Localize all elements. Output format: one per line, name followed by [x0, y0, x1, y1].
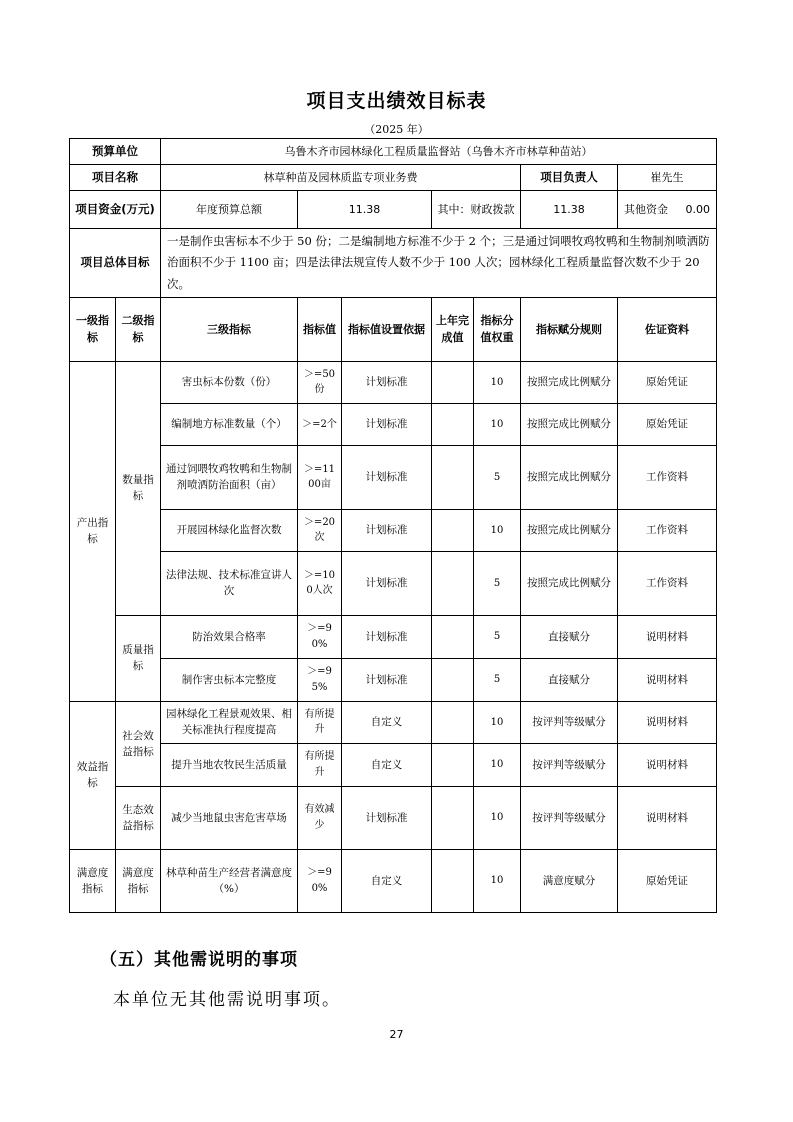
indicator-basis: 计划标准: [342, 658, 432, 701]
indicator-name: 林草种苗生产经营者满意度（%）: [161, 849, 298, 912]
indicator-rule: 按照完成比例赋分: [521, 445, 618, 509]
indicator-evidence: 说明材料: [618, 701, 717, 743]
section-body: 本单位无其他需说明事项。: [113, 990, 341, 1010]
budget-unit-row: [70, 139, 717, 165]
indicator-basis: 自定义: [342, 849, 432, 912]
header-level1: 一级指标: [70, 297, 116, 361]
annual-budget-value: 11.38: [298, 191, 432, 229]
indicator-rule: 按照完成比例赋分: [521, 361, 618, 403]
page-title: 项目支出绩效目标表: [306, 90, 487, 112]
indicator-evidence: 原始凭证: [618, 849, 717, 912]
indicator-last-year: [432, 743, 474, 786]
group-quantity: 数量指标: [116, 361, 161, 615]
indicator-last-year: [432, 615, 474, 658]
header-evidence: 佐证资料: [618, 297, 717, 361]
header-last-year: 上年完成值: [432, 297, 474, 361]
group-quality: 质量指标: [116, 615, 161, 701]
indicator-weight: 5: [474, 445, 521, 509]
indicator-weight: 10: [474, 403, 521, 445]
goal-row: [70, 229, 717, 298]
indicator-rule: 按评判等级赋分: [521, 701, 618, 743]
indicator-weight: 10: [474, 701, 521, 743]
indicator-weight: 10: [474, 361, 521, 403]
indicator-rule: 按照完成比例赋分: [521, 509, 618, 551]
indicator-value: ＞=100人次: [298, 551, 342, 615]
indicator-last-year: [432, 551, 474, 615]
indicator-evidence: 工作资料: [618, 445, 717, 509]
indicator-evidence: 原始凭证: [618, 361, 717, 403]
indicator-name: 开展园林绿化监督次数: [161, 509, 298, 551]
indicator-last-year: [432, 403, 474, 445]
indicator-evidence: 工作资料: [618, 509, 717, 551]
indicator-name: 减少当地鼠虫害危害草场: [161, 786, 298, 849]
indicator-header-row: [70, 297, 717, 361]
indicator-evidence: 说明材料: [618, 615, 717, 658]
funds-row: [70, 191, 717, 229]
indicator-evidence: 说明材料: [618, 743, 717, 786]
table-row: [70, 658, 717, 701]
table-row: [70, 551, 717, 615]
table-row: [70, 445, 717, 509]
fiscal-value: 11.38: [521, 191, 618, 229]
indicator-name: 防治效果合格率: [161, 615, 298, 658]
indicator-weight: 10: [474, 786, 521, 849]
indicator-rule: 按评判等级赋分: [521, 743, 618, 786]
group-benefit: 效益指标: [70, 701, 116, 849]
indicator-rule: 满意度赋分: [521, 849, 618, 912]
header-level3: 三级指标: [161, 297, 298, 361]
indicator-value: ＞=90%: [298, 615, 342, 658]
fiscal-label: 其中：财政拨款: [432, 191, 521, 229]
indicator-evidence: 工作资料: [618, 551, 717, 615]
indicator-last-year: [432, 445, 474, 509]
other-funds-label: 其他资金: [624, 202, 668, 216]
other-funds-amount: 0.00: [685, 202, 710, 216]
indicator-basis: 计划标准: [342, 509, 432, 551]
year-label: （2025 年）: [364, 123, 429, 136]
other-funds-value: [618, 191, 717, 229]
indicator-last-year: [432, 658, 474, 701]
indicator-weight: 10: [474, 509, 521, 551]
indicator-evidence: 原始凭证: [618, 403, 717, 445]
goal-label: 项目总体目标: [70, 229, 161, 298]
page-number: 27: [389, 1028, 404, 1041]
indicator-value: 有所提升: [298, 701, 342, 743]
indicator-name: 通过饲喂牧鸡牧鸭和生物制剂喷洒防治面积（亩）: [161, 445, 298, 509]
table-row: [70, 509, 717, 551]
indicator-rule: 按评判等级赋分: [521, 786, 618, 849]
group-satisfaction-sub: 满意度指标: [116, 849, 161, 912]
funds-label: 项目资金(万元): [70, 191, 161, 229]
manager-label: 项目负责人: [521, 165, 618, 191]
indicator-value: ＞=50份: [298, 361, 342, 403]
indicator-weight: 10: [474, 849, 521, 912]
goal-text: 一是制作虫害标本不少于 50 份；二是编制地方标准不少于 2 个；三是通过饲喂牧鸡牧鸭和生物制剂喷洒防治面积不少于 1100 亩；四是法律法规宣传人数不少于 100 人次；园林绿化工程质量监督次数不少于 20 次。: [161, 229, 717, 298]
indicator-evidence: 说明材料: [618, 658, 717, 701]
indicator-last-year: [432, 849, 474, 912]
group-ecological: 生态效益指标: [116, 786, 161, 849]
indicator-basis: 自定义: [342, 743, 432, 786]
project-name-row: [70, 165, 717, 191]
project-name-label: 项目名称: [70, 165, 161, 191]
indicator-basis: 计划标准: [342, 786, 432, 849]
indicator-last-year: [432, 701, 474, 743]
indicator-weight: 5: [474, 615, 521, 658]
table-row: [70, 743, 717, 786]
indicator-name: 提升当地农牧民生活质量: [161, 743, 298, 786]
table-row: [70, 403, 717, 445]
indicator-value: 有效减少: [298, 786, 342, 849]
indicator-name: 制作害虫标本完整度: [161, 658, 298, 701]
group-social: 社会效益指标: [116, 701, 161, 786]
budget-unit-value: 乌鲁木齐市园林绿化工程质量监督站（乌鲁木齐市林草种苗站）: [161, 139, 717, 165]
performance-table: [69, 138, 717, 913]
header-value: 指标值: [298, 297, 342, 361]
indicator-value: ＞=1100亩: [298, 445, 342, 509]
indicator-value: ＞=90%: [298, 849, 342, 912]
indicator-value: 有所提升: [298, 743, 342, 786]
table-row: [70, 701, 717, 743]
indicator-value: ＞=95%: [298, 658, 342, 701]
annual-budget-label: 年度预算总额: [161, 191, 298, 229]
indicator-last-year: [432, 786, 474, 849]
indicator-weight: 10: [474, 743, 521, 786]
indicator-rule: 直接赋分: [521, 658, 618, 701]
header-weight: 指标分值权重: [474, 297, 521, 361]
indicator-basis: 自定义: [342, 701, 432, 743]
table-row: [70, 849, 717, 912]
group-satisfaction: 满意度指标: [70, 849, 116, 912]
indicator-rule: 按照完成比例赋分: [521, 551, 618, 615]
indicator-name: 园林绿化工程景观效果、相关标准执行程度提高: [161, 701, 298, 743]
indicator-value: ＞=20次: [298, 509, 342, 551]
indicator-rule: 直接赋分: [521, 615, 618, 658]
header-level2: 二级指标: [116, 297, 161, 361]
group-output: 产出指标: [70, 361, 116, 701]
table-row: [70, 786, 717, 849]
manager-value: 崔先生: [618, 165, 717, 191]
indicator-last-year: [432, 361, 474, 403]
header-rule: 指标赋分规则: [521, 297, 618, 361]
indicator-basis: 计划标准: [342, 403, 432, 445]
indicator-basis: 计划标准: [342, 361, 432, 403]
indicator-basis: 计划标准: [342, 615, 432, 658]
indicator-name: 编制地方标准数量（个）: [161, 403, 298, 445]
table-row: [70, 361, 717, 403]
indicator-value: ＞=2个: [298, 403, 342, 445]
header-basis: 指标值设置依据: [342, 297, 432, 361]
table-row: [70, 615, 717, 658]
indicator-name: 法律法规、技术标准宣讲人次: [161, 551, 298, 615]
indicator-last-year: [432, 509, 474, 551]
budget-unit-label: 预算单位: [70, 139, 161, 165]
project-name-value: 林草种苗及园林质监专项业务费: [161, 165, 521, 191]
indicator-weight: 5: [474, 658, 521, 701]
indicator-rule: 按照完成比例赋分: [521, 403, 618, 445]
indicator-weight: 5: [474, 551, 521, 615]
indicator-basis: 计划标准: [342, 445, 432, 509]
indicator-basis: 计划标准: [342, 551, 432, 615]
section-heading: （五）其他需说明的事项: [100, 950, 298, 970]
indicator-name: 害虫标本份数（份）: [161, 361, 298, 403]
indicator-evidence: 说明材料: [618, 786, 717, 849]
